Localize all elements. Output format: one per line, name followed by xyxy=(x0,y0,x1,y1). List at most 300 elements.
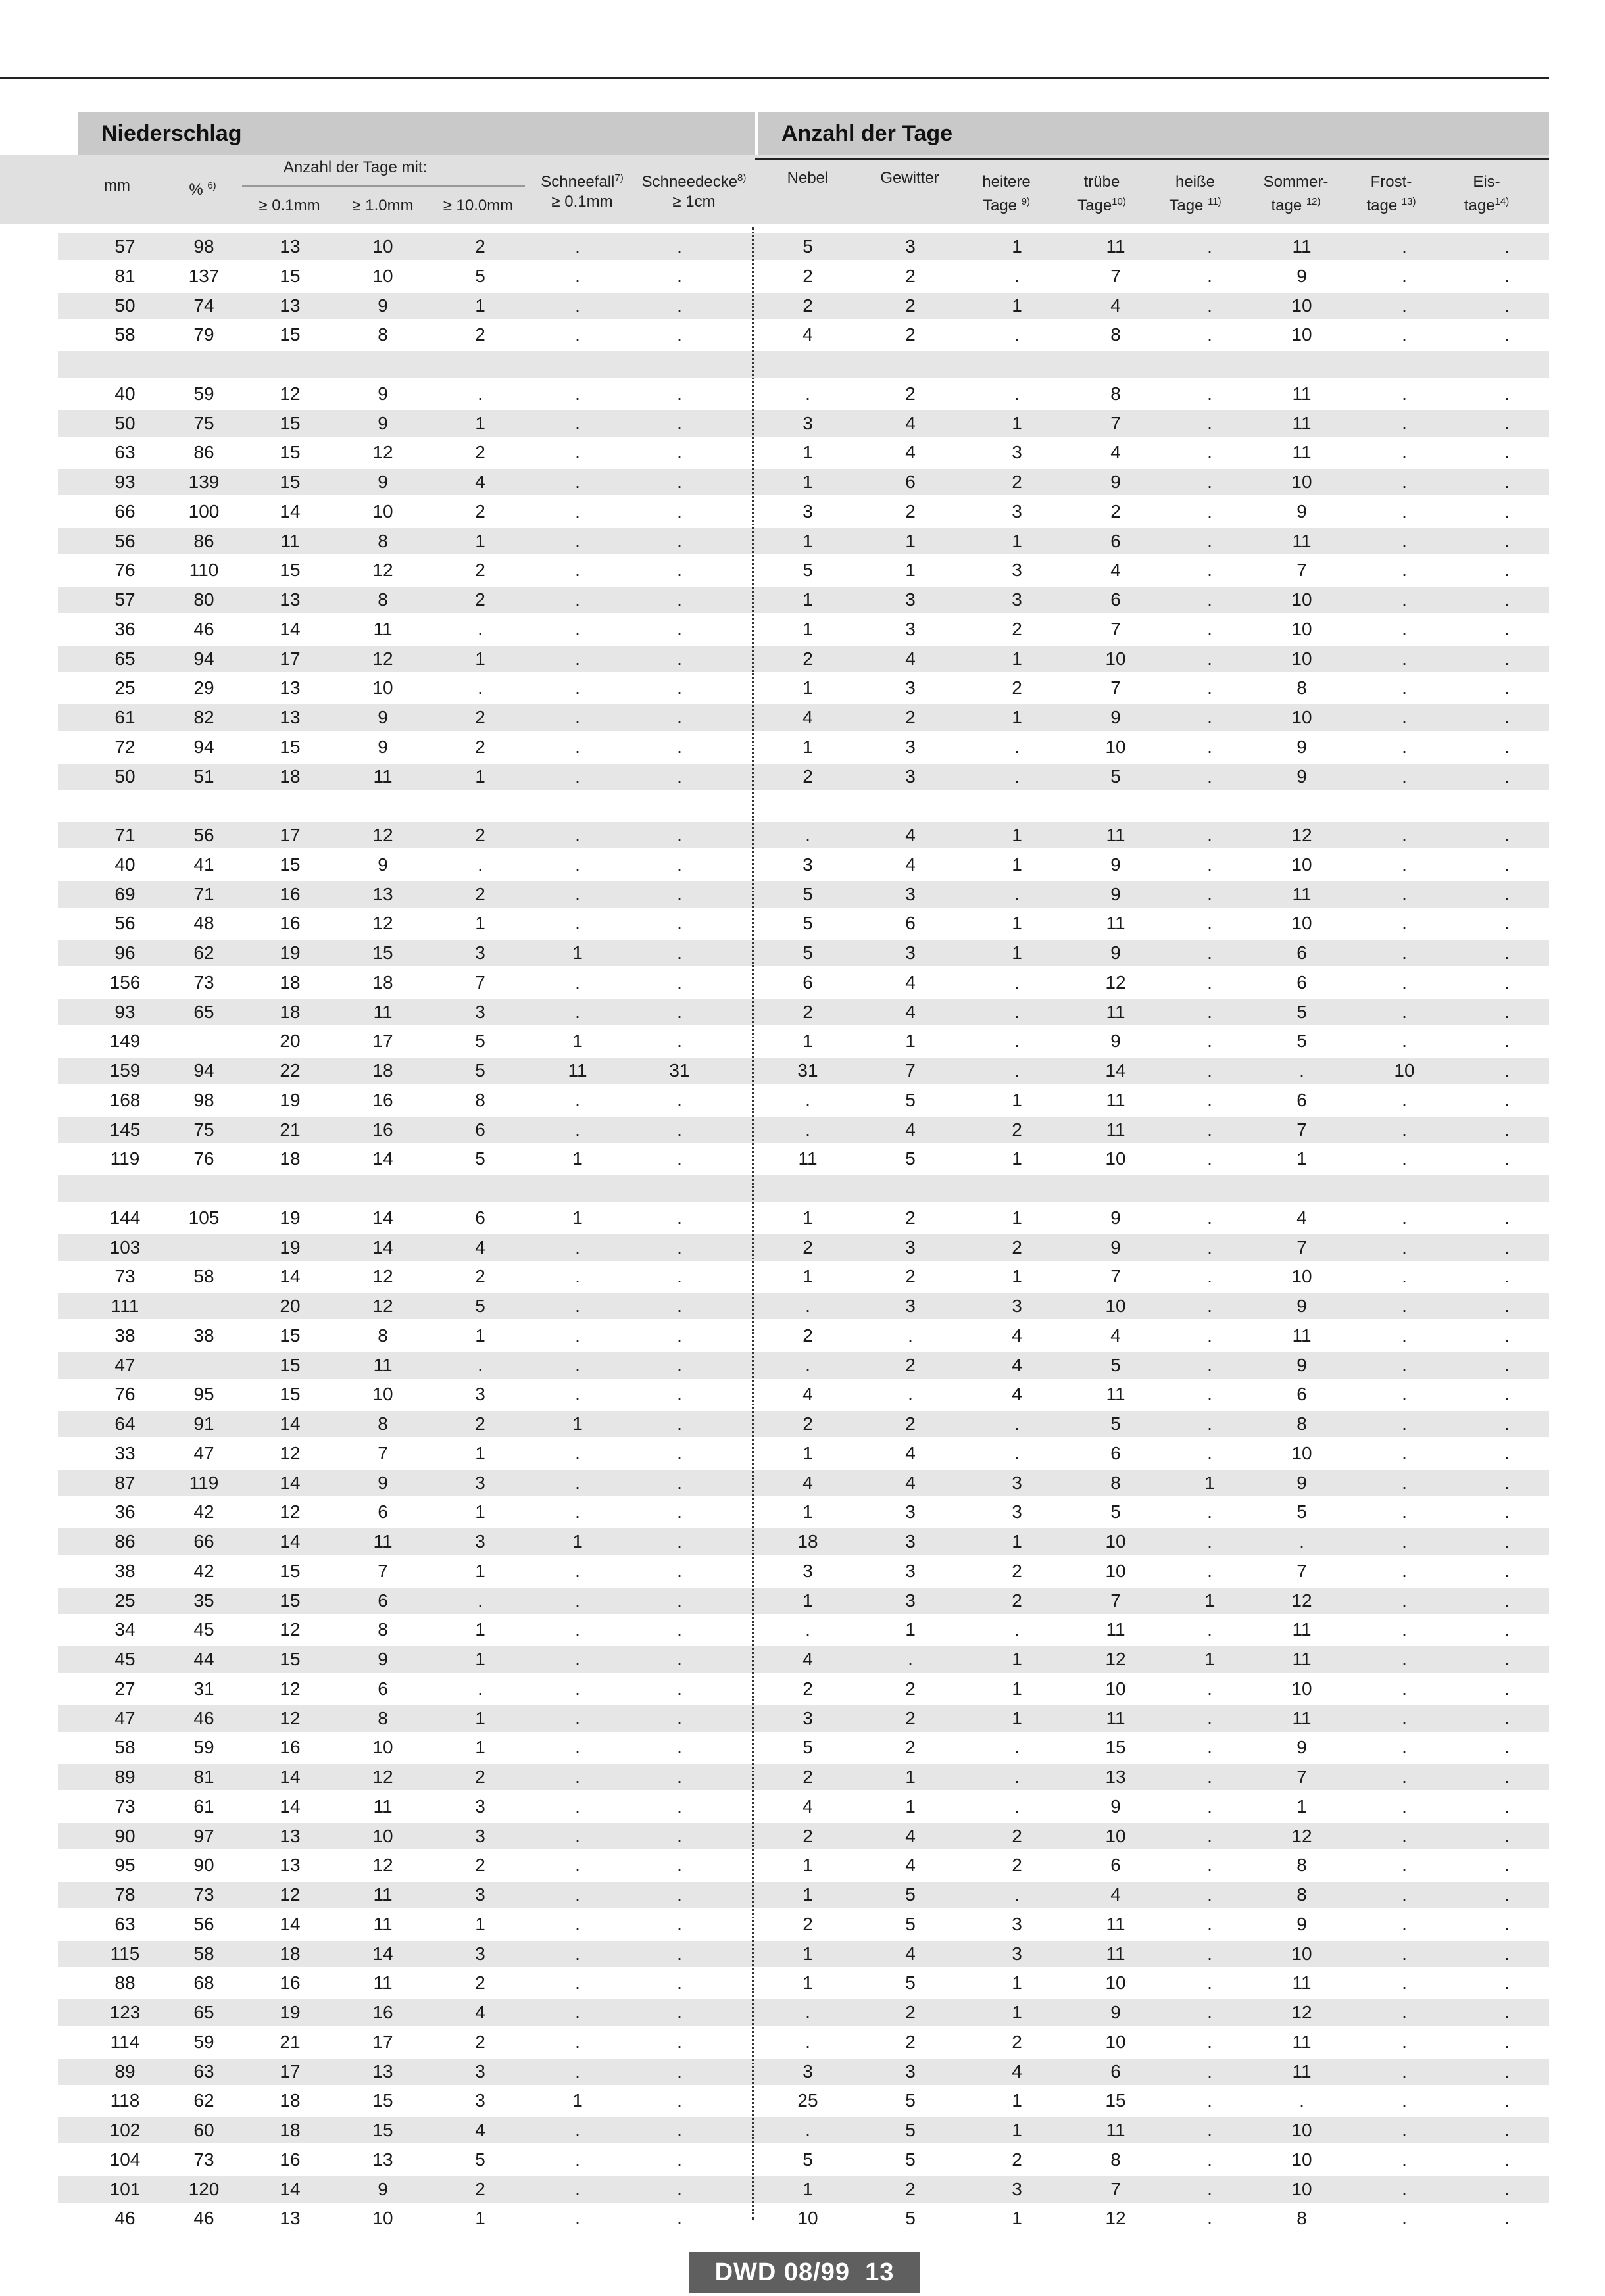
table-cell: 14 xyxy=(280,618,301,639)
table-cell: 6 xyxy=(378,1590,388,1611)
table-cell: 2 xyxy=(905,295,916,316)
table-spacer-row xyxy=(58,351,1549,378)
table-cell: 17 xyxy=(372,1031,393,1052)
table-cell: 15 xyxy=(280,854,301,875)
table-cell: . xyxy=(1207,560,1212,581)
table-row xyxy=(58,1823,1549,1849)
table-cell: 10 xyxy=(1291,2120,1312,2140)
table-cell: . xyxy=(1504,942,1510,963)
table-cell: . xyxy=(575,324,580,345)
table-cell: 137 xyxy=(188,265,220,286)
table-cell: 18 xyxy=(280,2090,301,2111)
table-cell: 15 xyxy=(372,2090,393,2111)
table-cell: 16 xyxy=(372,1089,393,1110)
table-cell: . xyxy=(575,1089,580,1110)
table-cell: . xyxy=(575,1795,580,1817)
table-cell: 64 xyxy=(114,1413,136,1434)
table-cell: 4 xyxy=(905,854,916,875)
table-cell: . xyxy=(1207,1855,1212,1876)
table-cell: 44 xyxy=(193,1649,214,1669)
table-cell: 12 xyxy=(372,560,393,581)
table-cell: . xyxy=(1207,295,1212,316)
table-cell: . xyxy=(1504,2002,1510,2022)
table-cell: . xyxy=(575,1855,580,1876)
table-cell: 2 xyxy=(1012,618,1022,639)
table-cell: . xyxy=(1402,854,1407,875)
table-cell: 2 xyxy=(1012,677,1022,698)
table-cell: 1 xyxy=(1012,2002,1022,2022)
table-cell: . xyxy=(1402,1590,1407,1611)
table-cell: . xyxy=(1504,2120,1510,2140)
table-cell: 5 xyxy=(802,2149,813,2170)
table-cell: 16 xyxy=(372,1119,393,1140)
table-cell: 9 xyxy=(1296,766,1307,787)
table-cell: 14 xyxy=(280,1266,301,1287)
table-cell: . xyxy=(805,825,810,845)
table-cell: 3 xyxy=(905,766,916,787)
table-cell: 8 xyxy=(1296,1855,1307,1876)
table-cell: . xyxy=(1207,1354,1212,1375)
table-cell: 81 xyxy=(193,1767,214,1787)
table-cell: 2 xyxy=(905,1678,916,1699)
section-header-niederschlag xyxy=(78,112,755,155)
table-cell: 9 xyxy=(1296,1913,1307,1934)
table-cell: 1 xyxy=(572,1031,583,1052)
table-cell: 1 xyxy=(475,1913,485,1934)
table-cell: 7 xyxy=(378,1560,388,1581)
table-cell: . xyxy=(1504,1913,1510,1934)
table-cell: 13 xyxy=(372,2149,393,2170)
table-cell: . xyxy=(1402,766,1407,787)
table-cell: 4 xyxy=(475,472,485,492)
table-cell: 9 xyxy=(1110,1795,1121,1817)
table-row xyxy=(58,2029,1549,2055)
header-eistage: Eis- tage$^{14)}$ xyxy=(1464,173,1510,214)
table-cell: 5 xyxy=(802,883,813,904)
table-cell: . xyxy=(1504,1619,1510,1640)
table-cell: . xyxy=(677,1531,682,1551)
table-cell: . xyxy=(1402,1207,1407,1228)
table-cell: . xyxy=(677,825,682,845)
table-cell: 1 xyxy=(802,1884,813,1905)
table-cell: 12 xyxy=(1291,2002,1312,2022)
table-cell: 76 xyxy=(193,1148,214,1169)
table-cell: 18 xyxy=(797,1531,818,1551)
table-cell: 18 xyxy=(280,2120,301,2140)
table-cell: 11 xyxy=(1292,412,1312,433)
table-cell: 1 xyxy=(802,1590,813,1611)
table-cell: 87 xyxy=(114,1472,136,1493)
table-cell: 1 xyxy=(1012,1266,1022,1287)
table-cell: . xyxy=(677,1384,682,1405)
table-cell: 15 xyxy=(280,442,301,463)
table-cell: 2 xyxy=(905,383,916,404)
table-cell: 3 xyxy=(905,618,916,639)
table-cell: 2 xyxy=(1012,2031,1022,2052)
table-cell: 120 xyxy=(188,2178,220,2199)
table-cell: 1 xyxy=(802,472,813,492)
table-cell: 6 xyxy=(1296,1384,1307,1405)
header-ge-0-1mm: ≥ 0.1mm xyxy=(259,197,320,214)
table-cell: 2 xyxy=(905,707,916,727)
table-cell: . xyxy=(1207,1325,1212,1346)
table-cell: 2 xyxy=(905,324,916,345)
table-cell: . xyxy=(1402,677,1407,698)
table-cell: . xyxy=(478,1678,483,1699)
table-cell: 10 xyxy=(1105,1560,1126,1581)
table-cell: . xyxy=(1402,530,1407,551)
table-row xyxy=(58,734,1549,760)
table-cell: . xyxy=(1504,766,1510,787)
table-cell: . xyxy=(1504,883,1510,904)
table-cell: 17 xyxy=(280,648,301,669)
table-cell: 2 xyxy=(1012,1119,1022,1140)
table-cell: 1 xyxy=(475,295,485,316)
table-cell: 3 xyxy=(475,1884,485,1905)
table-cell: . xyxy=(575,501,580,522)
table-cell: 71 xyxy=(193,883,214,904)
table-cell: . xyxy=(1504,1296,1510,1316)
table-cell: 9 xyxy=(1110,707,1121,727)
table-row xyxy=(58,1440,1549,1467)
table-cell: . xyxy=(575,736,580,757)
table-cell: 1 xyxy=(1012,1148,1022,1169)
table-cell: . xyxy=(677,707,682,727)
table-cell: 2 xyxy=(905,2002,916,2022)
table-cell: 102 xyxy=(109,2120,141,2140)
table-cell: 105 xyxy=(188,1207,220,1228)
table-cell: 50 xyxy=(114,412,136,433)
table-cell: . xyxy=(1207,383,1212,404)
table-cell: 5 xyxy=(475,1148,485,1169)
table-cell: 40 xyxy=(114,383,136,404)
table-cell: 36 xyxy=(114,1502,136,1523)
table-cell: . xyxy=(575,412,580,433)
table-cell: 25 xyxy=(114,1590,136,1611)
table-cell: . xyxy=(805,1296,810,1316)
section-title: Niederschlag xyxy=(101,120,242,146)
table-cell: 5 xyxy=(802,560,813,581)
table-cell: . xyxy=(1402,442,1407,463)
table-cell: . xyxy=(677,1031,682,1052)
table-cell: 1 xyxy=(802,736,813,757)
table-cell: . xyxy=(677,383,682,404)
table-cell: 2 xyxy=(1012,1236,1022,1258)
table-cell: 7 xyxy=(1296,1236,1307,1258)
table-cell: 11 xyxy=(1292,1707,1312,1728)
table-cell: 3 xyxy=(802,854,813,875)
table-cell: . xyxy=(1207,1943,1212,1964)
table-cell: 3 xyxy=(905,236,916,256)
table-cell: 7 xyxy=(1296,1119,1307,1140)
table-cell: 11 xyxy=(373,766,393,787)
table-cell: 5 xyxy=(802,942,813,963)
table-cell: 2 xyxy=(475,736,485,757)
table-cell: . xyxy=(1402,1236,1407,1258)
table-cell: 12 xyxy=(280,1502,301,1523)
table-cell: 2 xyxy=(905,1266,916,1287)
table-cell: . xyxy=(1504,1413,1510,1434)
table-cell: 11 xyxy=(1292,2031,1312,2052)
table-cell: 15 xyxy=(372,942,393,963)
table-cell: 11 xyxy=(373,1354,393,1375)
table-cell: 5 xyxy=(905,1913,916,1934)
table-cell: 14 xyxy=(372,1943,393,1964)
table-cell: 4 xyxy=(802,324,813,345)
table-cell: . xyxy=(677,1972,682,1993)
table-cell: . xyxy=(1402,1325,1407,1346)
table-cell: 3 xyxy=(1012,442,1022,463)
table-cell: . xyxy=(1207,2178,1212,2199)
table-cell: 9 xyxy=(378,707,388,727)
table-cell: 3 xyxy=(475,942,485,963)
table-cell: 3 xyxy=(1012,1502,1022,1523)
section-title: Anzahl der Tage xyxy=(781,120,953,146)
table-cell: 41 xyxy=(193,854,214,875)
table-cell: 20 xyxy=(280,1296,301,1316)
table-cell: 7 xyxy=(1110,265,1121,286)
table-cell: 3 xyxy=(802,1560,813,1581)
table-cell: . xyxy=(1504,1266,1510,1287)
table-cell: . xyxy=(1207,1737,1212,1758)
table-cell: 1 xyxy=(802,1943,813,1964)
table-cell: 61 xyxy=(193,1795,214,1817)
table-cell: 73 xyxy=(193,971,214,992)
table-cell: . xyxy=(575,1001,580,1022)
table-cell: 8 xyxy=(1110,2149,1121,2170)
table-cell: 10 xyxy=(1105,1678,1126,1699)
table-row xyxy=(58,1794,1549,1820)
table-cell: 8 xyxy=(1296,2208,1307,2229)
table-cell: 2 xyxy=(1012,2149,1022,2170)
table-cell: 1 xyxy=(802,677,813,698)
table-cell: . xyxy=(1504,1825,1510,1846)
table-row xyxy=(58,1146,1549,1172)
table-row xyxy=(58,1058,1549,1084)
table-cell: 4 xyxy=(802,707,813,727)
table-cell: 10 xyxy=(1105,1531,1126,1551)
table-row xyxy=(58,381,1549,407)
table-cell: 10 xyxy=(1105,1296,1126,1316)
table-row xyxy=(58,646,1549,672)
table-row xyxy=(58,293,1549,319)
table-cell: 3 xyxy=(1012,1913,1022,1934)
table-cell: 8 xyxy=(475,1089,485,1110)
table-cell: 16 xyxy=(280,913,301,934)
table-cell: 7 xyxy=(1110,618,1121,639)
table-cell: 9 xyxy=(1110,883,1121,904)
table-row xyxy=(58,2205,1549,2232)
table-cell: . xyxy=(677,854,682,875)
table-cell: 1 xyxy=(1012,825,1022,845)
table-cell: 4 xyxy=(802,1384,813,1405)
table-cell: 50 xyxy=(114,766,136,787)
table-cell: 11 xyxy=(1292,383,1312,404)
table-cell: . xyxy=(478,854,483,875)
table-cell: . xyxy=(677,324,682,345)
table-cell: 51 xyxy=(193,766,214,787)
table-cell: . xyxy=(1504,1590,1510,1611)
table-cell: 89 xyxy=(114,1767,136,1787)
header-heisse-tage: heiße Tage $^{11)}$ xyxy=(1169,173,1222,214)
table-cell: 1 xyxy=(802,1266,813,1287)
table-cell: . xyxy=(1402,1972,1407,1993)
table-cell: . xyxy=(1014,1001,1020,1022)
table-cell: 2 xyxy=(475,589,485,610)
table-row xyxy=(58,1234,1549,1261)
table-cell: . xyxy=(1207,883,1212,904)
table-cell: 9 xyxy=(378,736,388,757)
table-cell: 12 xyxy=(280,1442,301,1463)
table-cell: 3 xyxy=(475,1384,485,1405)
table-cell: 11 xyxy=(1106,1619,1125,1640)
table-cell: 86 xyxy=(193,530,214,551)
table-cell: 11 xyxy=(1106,1707,1125,1728)
table-cell: 11 xyxy=(373,1001,393,1022)
table-cell: . xyxy=(575,707,580,727)
table-cell: . xyxy=(1402,1531,1407,1551)
table-cell: . xyxy=(1402,648,1407,669)
table-cell: . xyxy=(1402,265,1407,286)
table-cell: 111 xyxy=(111,1296,139,1316)
table-cell: . xyxy=(677,1207,682,1228)
table-cell: . xyxy=(1207,1031,1212,1052)
table-cell: . xyxy=(1207,2149,1212,2170)
table-cell: 8 xyxy=(378,589,388,610)
table-cell: 10 xyxy=(372,2208,393,2229)
table-cell: 101 xyxy=(109,2178,141,2199)
header-anzahl-der-tage-mit: Anzahl der Tage mit: xyxy=(283,159,428,176)
table-cell: 3 xyxy=(802,501,813,522)
table-cell: . xyxy=(677,1737,682,1758)
table-row xyxy=(58,499,1549,525)
table-cell: 31 xyxy=(669,1060,690,1081)
table-cell: . xyxy=(1402,883,1407,904)
table-cell: . xyxy=(1504,1060,1510,1081)
table-cell: . xyxy=(1207,1560,1212,1581)
table-cell: 38 xyxy=(114,1560,136,1581)
table-cell: . xyxy=(677,1767,682,1787)
table-cell: . xyxy=(1207,648,1212,669)
table-cell: . xyxy=(1504,1119,1510,1140)
table-cell: . xyxy=(575,1678,580,1699)
table-cell: . xyxy=(575,854,580,875)
table-row xyxy=(58,2088,1549,2114)
table-cell: . xyxy=(1207,412,1212,433)
table-cell: . xyxy=(575,2002,580,2022)
table-cell: . xyxy=(1504,971,1510,992)
table-cell: 50 xyxy=(114,295,136,316)
table-cell: 2 xyxy=(475,707,485,727)
table-cell: . xyxy=(1402,942,1407,963)
table-row xyxy=(58,1617,1549,1643)
table-cell: . xyxy=(677,1119,682,1140)
table-cell: . xyxy=(575,1384,580,1405)
table-cell: 18 xyxy=(280,1148,301,1169)
table-cell: 7 xyxy=(1296,1767,1307,1787)
table-cell: 1 xyxy=(572,1148,583,1169)
table-cell: 66 xyxy=(193,1531,214,1551)
table-cell: 80 xyxy=(193,589,214,610)
table-cell: 2 xyxy=(905,2178,916,2199)
table-cell: 3 xyxy=(1012,1472,1022,1493)
table-cell: 3 xyxy=(905,677,916,698)
table-cell: 3 xyxy=(1012,2178,1022,2199)
table-cell: 10 xyxy=(372,265,393,286)
table-cell: 46 xyxy=(193,1707,214,1728)
table-cell: . xyxy=(1207,707,1212,727)
table-cell: 10 xyxy=(1105,1972,1126,1993)
table-cell: 2 xyxy=(475,442,485,463)
table-cell: . xyxy=(575,1502,580,1523)
table-cell: 79 xyxy=(193,324,214,345)
table-cell: 12 xyxy=(372,825,393,845)
table-cell: 1 xyxy=(475,913,485,934)
table-cell: . xyxy=(1207,265,1212,286)
table-cell: 9 xyxy=(1296,501,1307,522)
table-cell: . xyxy=(575,1590,580,1611)
table-cell: . xyxy=(677,2061,682,2082)
table-cell: . xyxy=(575,1119,580,1140)
table-cell: . xyxy=(1504,265,1510,286)
table-row xyxy=(58,764,1549,790)
table-cell: . xyxy=(1504,589,1510,610)
table-cell: 2 xyxy=(475,1855,485,1876)
table-cell: 38 xyxy=(114,1325,136,1346)
table-cell: . xyxy=(1402,971,1407,992)
table-cell: 1 xyxy=(1204,1649,1215,1669)
table-cell: . xyxy=(575,265,580,286)
table-cell: 1 xyxy=(802,1855,813,1876)
table-cell: 42 xyxy=(193,1560,214,1581)
table-cell: 47 xyxy=(114,1707,136,1728)
table-cell: . xyxy=(1207,1972,1212,1993)
table-cell: 3 xyxy=(475,2061,485,2082)
table-cell: . xyxy=(1014,736,1020,757)
table-cell: 3 xyxy=(802,1707,813,1728)
table-cell: 5 xyxy=(905,2120,916,2140)
table-cell: 5 xyxy=(1110,1413,1121,1434)
table-cell: . xyxy=(1014,766,1020,787)
table-cell: 19 xyxy=(280,1207,301,1228)
table-cell: 2 xyxy=(475,1266,485,1287)
table-cell: . xyxy=(805,2120,810,2140)
table-cell: 4 xyxy=(802,1649,813,1669)
table-cell: 100 xyxy=(188,501,220,522)
header-mm: mm xyxy=(104,177,130,195)
table-cell: 2 xyxy=(905,1207,916,1228)
table-cell: 2 xyxy=(802,1413,813,1434)
table-cell: 7 xyxy=(1110,2178,1121,2199)
table-cell: 18 xyxy=(372,1060,393,1081)
table-cell: 2 xyxy=(1012,1560,1022,1581)
table-cell: 1 xyxy=(1012,530,1022,551)
table-cell: 15 xyxy=(280,265,301,286)
table-cell: 25 xyxy=(797,2090,818,2111)
table-cell: 8 xyxy=(1110,324,1121,345)
table-cell: . xyxy=(1014,383,1020,404)
table-cell: 15 xyxy=(1105,1737,1126,1758)
table-row xyxy=(58,852,1549,878)
table-cell: 2 xyxy=(475,1972,485,1993)
table-cell: . xyxy=(575,1296,580,1316)
table-cell: . xyxy=(1014,1795,1020,1817)
table-cell: 11 xyxy=(1106,913,1125,934)
table-cell: 11 xyxy=(1292,883,1312,904)
table-cell: 1 xyxy=(1296,1148,1307,1169)
table-cell: 5 xyxy=(1110,1354,1121,1375)
table-cell: . xyxy=(1014,971,1020,992)
